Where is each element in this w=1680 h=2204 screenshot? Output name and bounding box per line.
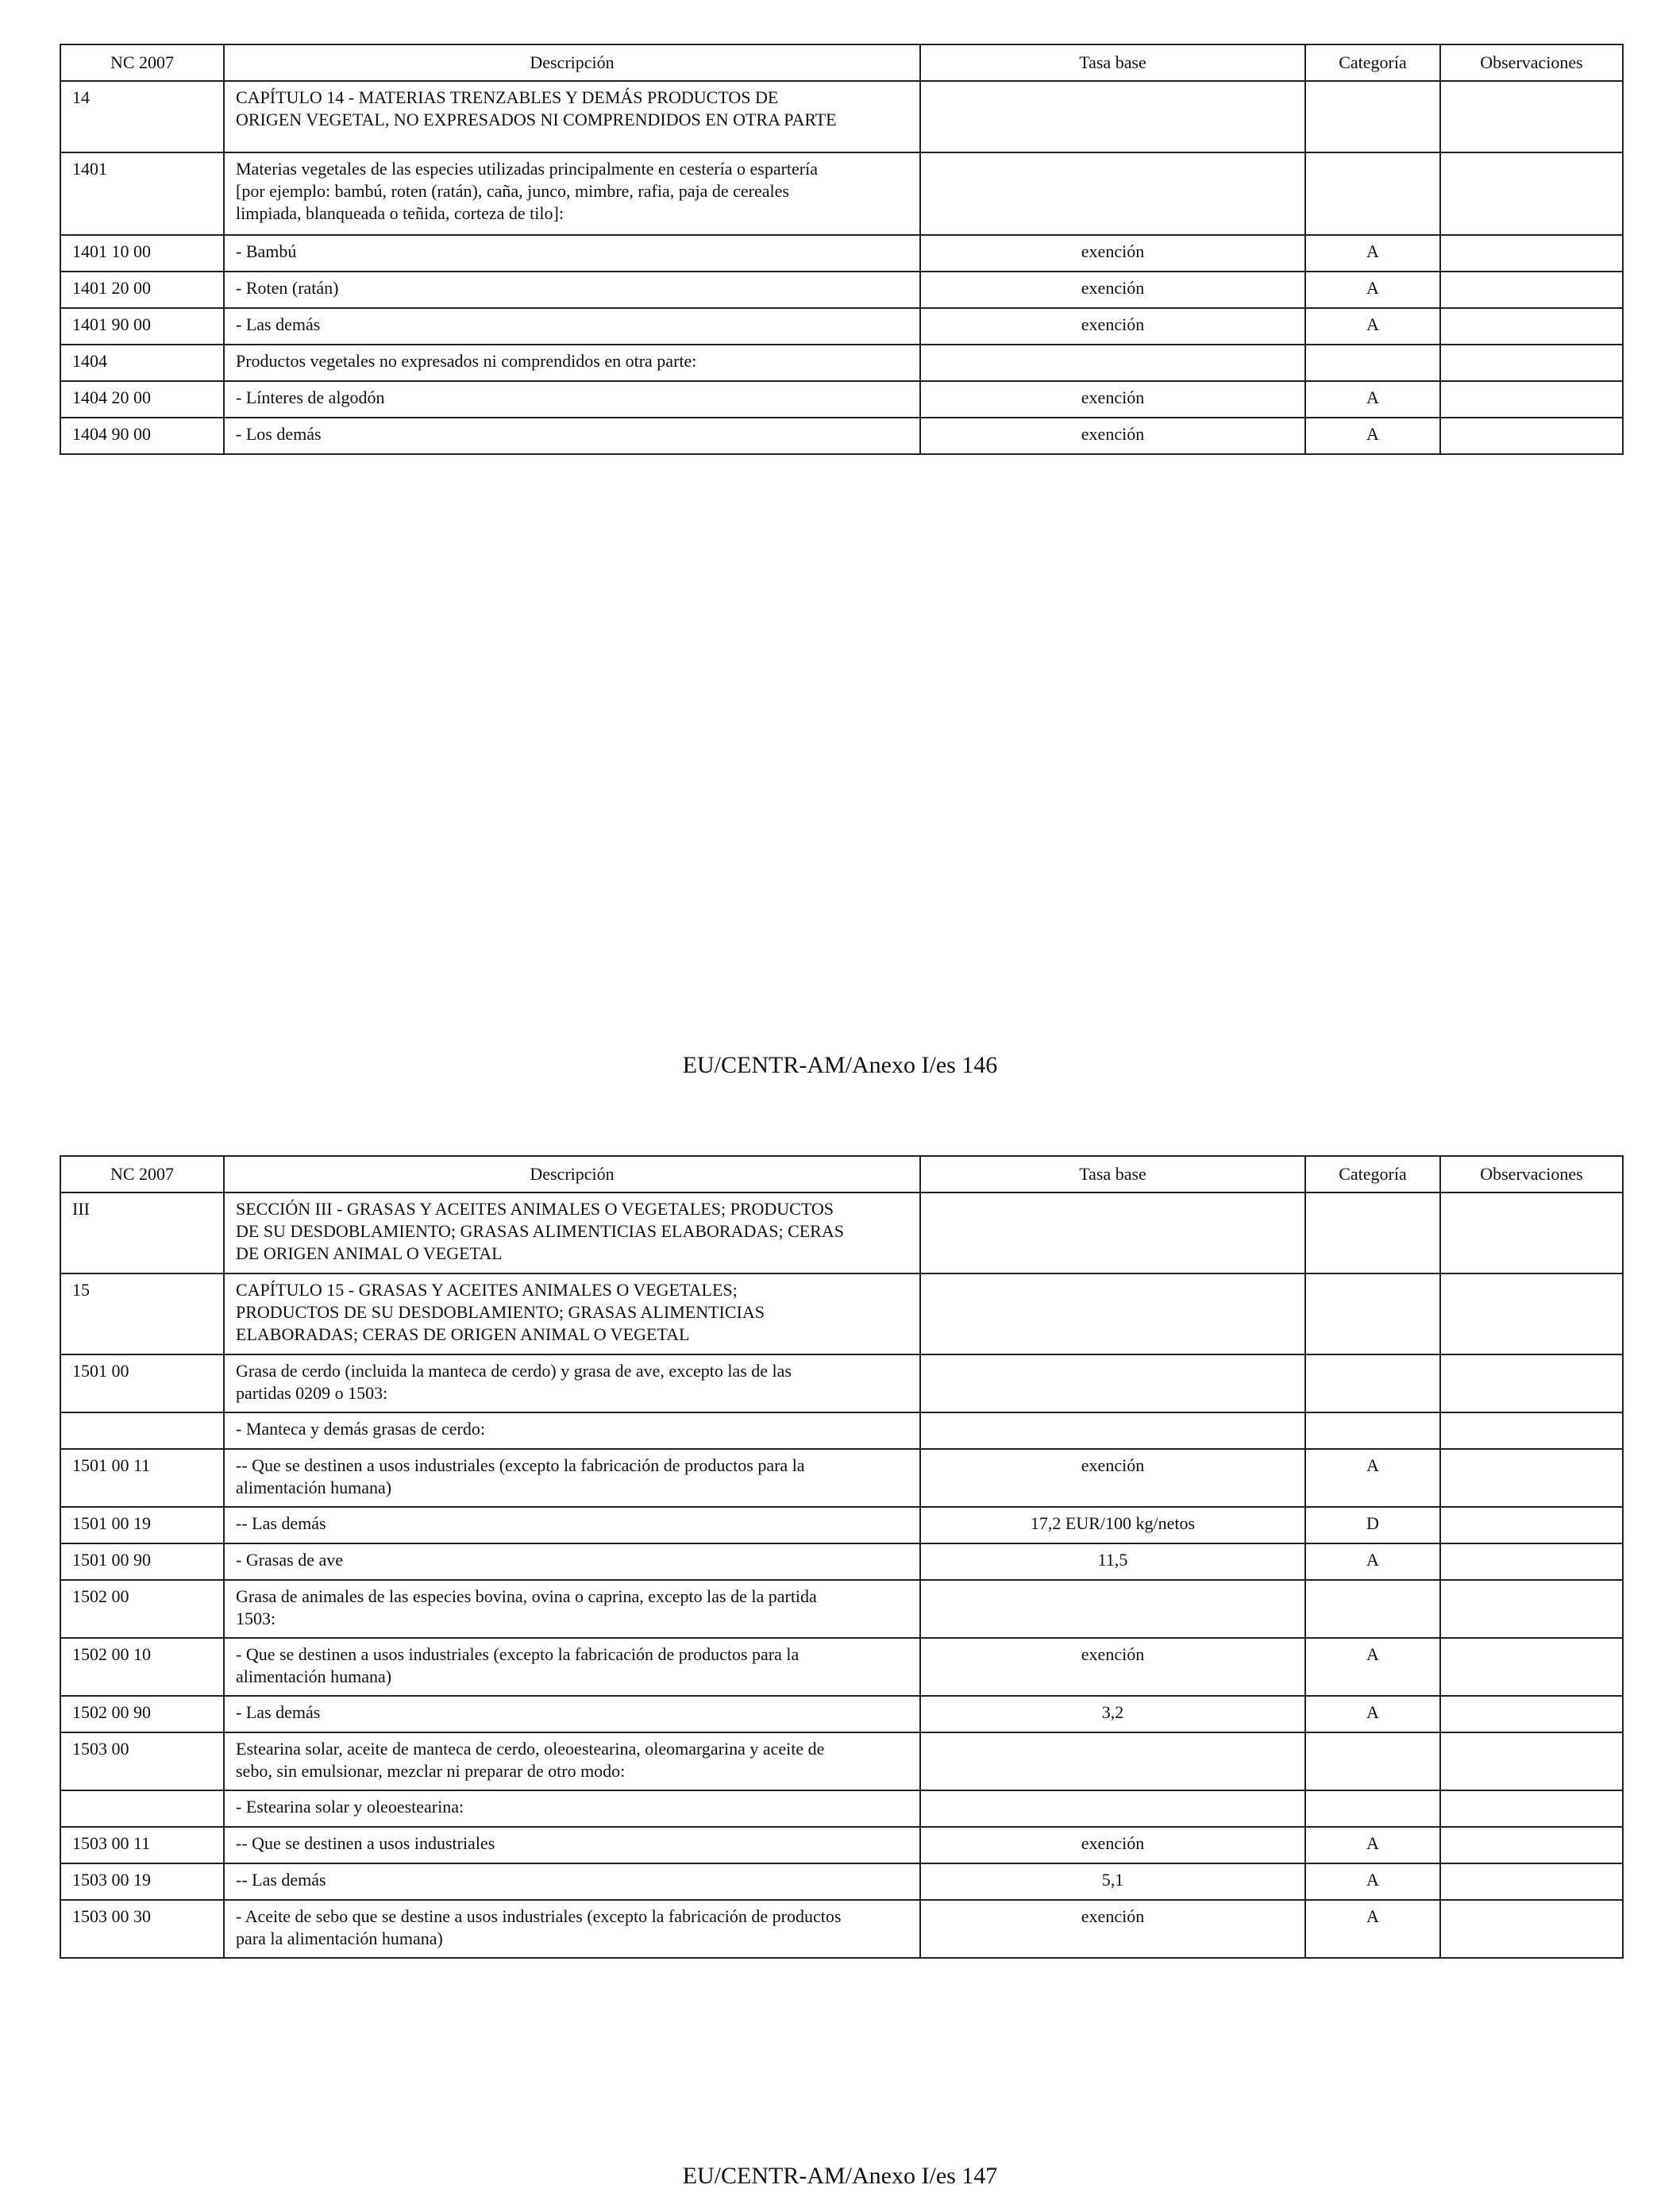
cell-base-rate xyxy=(920,1412,1305,1449)
cell-nc-code: 1401 90 00 xyxy=(60,308,224,345)
cell-observations xyxy=(1440,381,1623,418)
table-row xyxy=(60,1900,1623,1958)
cell-category: A xyxy=(1305,381,1440,418)
cell-base-rate: 17,2 EUR/100 kg/netos xyxy=(920,1507,1305,1543)
cell-observations xyxy=(1440,152,1623,235)
cell-description: - Manteca y demás grasas de cerdo: xyxy=(224,1412,920,1449)
table-body xyxy=(60,81,1623,454)
cell-description: Productos vegetales no expresados ni comprendidos en otra parte: xyxy=(224,345,920,381)
cell-category xyxy=(1305,1412,1440,1449)
page-footer: EU/CENTR-AM/Anexo I/es 147 xyxy=(682,2163,998,2189)
cell-nc-code: 14 xyxy=(60,81,224,152)
cell-base-rate xyxy=(920,1790,1305,1827)
table-row xyxy=(60,1193,1623,1273)
cell-observations xyxy=(1440,1696,1623,1732)
table-row xyxy=(60,81,1623,152)
cell-nc-code: III xyxy=(60,1193,224,1273)
cell-base-rate xyxy=(920,1354,1305,1412)
cell-category: D xyxy=(1305,1507,1440,1543)
cell-category xyxy=(1305,1193,1440,1273)
cell-observations xyxy=(1440,272,1623,308)
cell-description: - Que se destinen a usos industriales (excepto la fabricación de productos para la alimentación humana) xyxy=(224,1638,920,1696)
cell-base-rate: 11,5 xyxy=(920,1543,1305,1580)
cell-observations xyxy=(1440,1827,1623,1863)
header-nc: NC 2007 xyxy=(60,1156,224,1193)
cell-nc-code xyxy=(60,1412,224,1449)
cell-observations xyxy=(1440,1638,1623,1696)
cell-category xyxy=(1305,81,1440,152)
cell-category: A xyxy=(1305,1638,1440,1696)
table-row xyxy=(60,418,1623,454)
table-row xyxy=(60,1507,1623,1543)
table-row xyxy=(60,1696,1623,1732)
cell-category: A xyxy=(1305,1449,1440,1507)
table-row xyxy=(60,272,1623,308)
header-observations: Observaciones xyxy=(1440,44,1623,81)
table-row xyxy=(60,1543,1623,1580)
cell-category: A xyxy=(1305,272,1440,308)
tariff-table-page-146 xyxy=(60,44,1624,455)
cell-nc-code: 1501 00 90 xyxy=(60,1543,224,1580)
table-row xyxy=(60,381,1623,418)
tariff-table-page-147 xyxy=(60,1155,1624,1959)
cell-description: -- Que se destinen a usos industriales (excepto la fabricación de productos para la alimentación humana) xyxy=(224,1449,920,1507)
cell-category xyxy=(1305,1354,1440,1412)
cell-description: - Las demás xyxy=(224,308,920,345)
cell-nc-code xyxy=(60,1790,224,1827)
cell-nc-code: 1503 00 xyxy=(60,1732,224,1790)
cell-observations xyxy=(1440,1507,1623,1543)
cell-base-rate xyxy=(920,1580,1305,1638)
table-row xyxy=(60,152,1623,235)
table-header-row xyxy=(60,44,1623,81)
table-header-row xyxy=(60,1156,1623,1193)
cell-description: Grasa de animales de las especies bovina, ovina o caprina, excepto las de la partida 1503: xyxy=(224,1580,920,1638)
cell-nc-code: 1503 00 30 xyxy=(60,1900,224,1958)
cell-description: CAPÍTULO 15 - GRASAS Y ACEITES ANIMALES O VEGETALES; PRODUCTOS DE SU DESDOBLAMIENTO; GRASAS ALIMENTICIAS ELABORADAS; CERAS DE ORIGEN ANIMAL O VEGETAL xyxy=(224,1273,920,1354)
cell-observations xyxy=(1440,1732,1623,1790)
cell-nc-code: 1502 00 10 xyxy=(60,1638,224,1696)
cell-observations xyxy=(1440,1449,1623,1507)
cell-base-rate: exención xyxy=(920,1638,1305,1696)
cell-description: - Estearina solar y oleoestearina: xyxy=(224,1790,920,1827)
cell-observations xyxy=(1440,1412,1623,1449)
cell-base-rate: exención xyxy=(920,308,1305,345)
table-row xyxy=(60,345,1623,381)
cell-category xyxy=(1305,1580,1440,1638)
header-nc: NC 2007 xyxy=(60,44,224,81)
cell-description: SECCIÓN III - GRASAS Y ACEITES ANIMALES O VEGETALES; PRODUCTOS DE SU DESDOBLAMIENTO; GRASAS ALIMENTICIAS ELABORADAS; CERAS DE ORIGEN ANIMAL O VEGETAL xyxy=(224,1193,920,1273)
header-rate: Tasa base xyxy=(920,1156,1305,1193)
cell-nc-code: 1401 20 00 xyxy=(60,272,224,308)
cell-nc-code: 1502 00 xyxy=(60,1580,224,1638)
header-observations: Observaciones xyxy=(1440,1156,1623,1193)
header-description: Descripción xyxy=(224,44,920,81)
cell-base-rate: exención xyxy=(920,235,1305,272)
table-row xyxy=(60,1354,1623,1412)
cell-observations xyxy=(1440,1580,1623,1638)
cell-observations xyxy=(1440,235,1623,272)
cell-observations xyxy=(1440,308,1623,345)
cell-base-rate xyxy=(920,1193,1305,1273)
cell-observations xyxy=(1440,1193,1623,1273)
cell-nc-code: 1503 00 19 xyxy=(60,1863,224,1900)
cell-base-rate: exención xyxy=(920,381,1305,418)
cell-base-rate: exención xyxy=(920,1900,1305,1958)
cell-description: CAPÍTULO 14 - MATERIAS TRENZABLES Y DEMÁS PRODUCTOS DE ORIGEN VEGETAL, NO EXPRESADOS NI COMPRENDIDOS EN OTRA PARTE xyxy=(224,81,920,152)
cell-category: A xyxy=(1305,1543,1440,1580)
cell-base-rate: 5,1 xyxy=(920,1863,1305,1900)
cell-nc-code: 1401 xyxy=(60,152,224,235)
page-footer: EU/CENTR-AM/Anexo I/es 146 xyxy=(682,1052,998,1078)
table-row xyxy=(60,1732,1623,1790)
cell-observations xyxy=(1440,1790,1623,1827)
cell-description: - Línteres de algodón xyxy=(224,381,920,418)
cell-description: -- Las demás xyxy=(224,1507,920,1543)
cell-observations xyxy=(1440,1863,1623,1900)
table-row xyxy=(60,1790,1623,1827)
cell-base-rate xyxy=(920,81,1305,152)
cell-observations xyxy=(1440,418,1623,454)
cell-base-rate xyxy=(920,1732,1305,1790)
cell-description: - Las demás xyxy=(224,1696,920,1732)
cell-category xyxy=(1305,345,1440,381)
cell-observations xyxy=(1440,345,1623,381)
cell-category: A xyxy=(1305,1827,1440,1863)
cell-observations xyxy=(1440,1354,1623,1412)
cell-nc-code: 1503 00 11 xyxy=(60,1827,224,1863)
cell-nc-code: 1404 90 00 xyxy=(60,418,224,454)
cell-category: A xyxy=(1305,308,1440,345)
header-description: Descripción xyxy=(224,1156,920,1193)
cell-nc-code: 15 xyxy=(60,1273,224,1354)
cell-category: A xyxy=(1305,1696,1440,1732)
table-row xyxy=(60,1863,1623,1900)
cell-description: Materias vegetales de las especies utilizadas principalmente en cestería o espartería [por ejemplo: bambú, roten (ratán), caña, junco, mimbre, rafia, paja de cereales limpiada, blanqueada o teñida, corteza de tilo]: xyxy=(224,152,920,235)
cell-observations xyxy=(1440,1273,1623,1354)
cell-nc-code: 1401 10 00 xyxy=(60,235,224,272)
cell-base-rate: exención xyxy=(920,418,1305,454)
table-row xyxy=(60,1827,1623,1863)
cell-description: - Grasas de ave xyxy=(224,1543,920,1580)
table-row xyxy=(60,1638,1623,1696)
cell-observations xyxy=(1440,1900,1623,1958)
cell-description: Estearina solar, aceite de manteca de cerdo, oleoestearina, oleomargarina y aceite de sebo, sin emulsionar, mezclar ni preparar de otro modo: xyxy=(224,1732,920,1790)
cell-base-rate: exención xyxy=(920,1827,1305,1863)
header-rate: Tasa base xyxy=(920,44,1305,81)
header-category: Categoría xyxy=(1305,44,1440,81)
table-row xyxy=(60,308,1623,345)
cell-description: -- Que se destinen a usos industriales xyxy=(224,1827,920,1863)
cell-nc-code: 1501 00 19 xyxy=(60,1507,224,1543)
table-body xyxy=(60,1193,1623,1958)
cell-description: - Roten (ratán) xyxy=(224,272,920,308)
cell-base-rate xyxy=(920,152,1305,235)
table-row xyxy=(60,1449,1623,1507)
cell-nc-code: 1404 xyxy=(60,345,224,381)
cell-nc-code: 1501 00 11 xyxy=(60,1449,224,1507)
cell-base-rate xyxy=(920,1273,1305,1354)
cell-category xyxy=(1305,152,1440,235)
cell-category xyxy=(1305,1732,1440,1790)
cell-description: - Aceite de sebo que se destine a usos industriales (excepto la fabricación de productos para la alimentación humana) xyxy=(224,1900,920,1958)
cell-category: A xyxy=(1305,235,1440,272)
cell-observations xyxy=(1440,1543,1623,1580)
table-row xyxy=(60,1412,1623,1449)
cell-nc-code: 1501 00 xyxy=(60,1354,224,1412)
cell-category: A xyxy=(1305,1863,1440,1900)
cell-category: A xyxy=(1305,418,1440,454)
cell-base-rate: 3,2 xyxy=(920,1696,1305,1732)
cell-description: -- Las demás xyxy=(224,1863,920,1900)
cell-description: - Bambú xyxy=(224,235,920,272)
cell-description: - Los demás xyxy=(224,418,920,454)
table-row xyxy=(60,235,1623,272)
table-row xyxy=(60,1580,1623,1638)
cell-base-rate xyxy=(920,345,1305,381)
cell-observations xyxy=(1440,81,1623,152)
cell-nc-code: 1404 20 00 xyxy=(60,381,224,418)
cell-base-rate: exención xyxy=(920,272,1305,308)
cell-base-rate: exención xyxy=(920,1449,1305,1507)
header-category: Categoría xyxy=(1305,1156,1440,1193)
cell-category xyxy=(1305,1273,1440,1354)
cell-description: Grasa de cerdo (incluida la manteca de cerdo) y grasa de ave, excepto las de las partidas 0209 o 1503: xyxy=(224,1354,920,1412)
cell-category xyxy=(1305,1790,1440,1827)
cell-category: A xyxy=(1305,1900,1440,1958)
cell-nc-code: 1502 00 90 xyxy=(60,1696,224,1732)
table-row xyxy=(60,1273,1623,1354)
